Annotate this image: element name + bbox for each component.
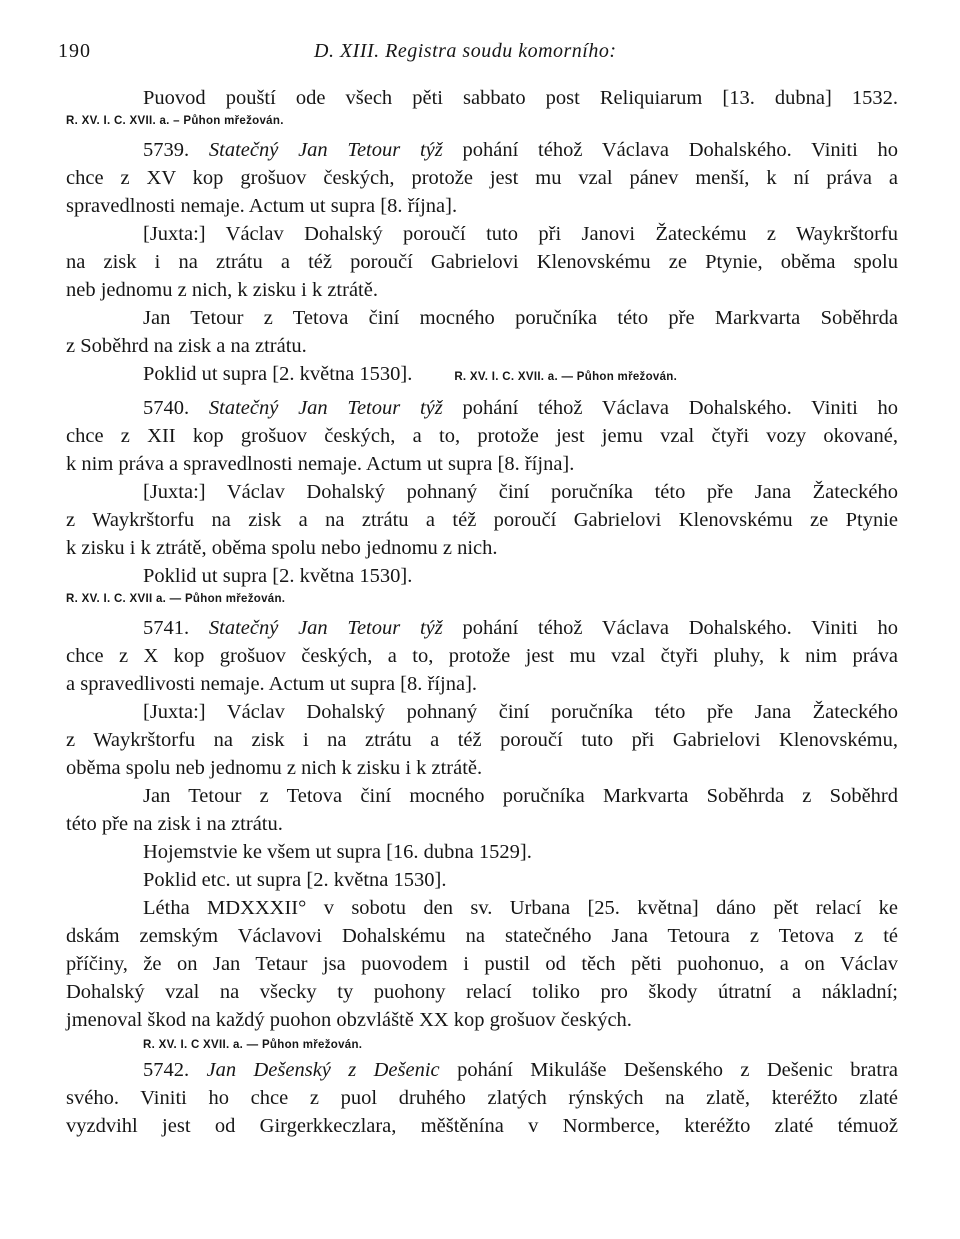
entry-party: Statečný Jan Tetour týž xyxy=(208,397,443,419)
entry-number: 5742. xyxy=(143,1059,190,1081)
text-line: jmenoval škod na každý puohon obzvláště XX kop grošuov českých. xyxy=(66,1009,632,1031)
text-line: chce z XV kop grošuov českých, protože jest mu vzal pánev menší, k ní práva a xyxy=(66,167,898,189)
entry-5741-first-line xyxy=(66,614,898,642)
text-line: k zisku i k ztrátě, oběma spolu nebo jednomu z nich. xyxy=(66,537,498,559)
entry-number: 5739. xyxy=(143,139,190,161)
text-line: Létha MDXXXII° v sobotu den sv. Urbana [25. května] dáno pět relací ke xyxy=(143,897,898,919)
text-line: svého. Viniti ho chce z puol druhého zlatých rýnských na zlatě, kteréžto zlaté xyxy=(66,1087,898,1109)
text-line: Hojemstvie ke všem ut supra [16. dubna 1529]. xyxy=(143,841,532,863)
entry-5740-first-line xyxy=(66,394,898,422)
text-segment: pohání téhož Václava Dohalského. Viniti ho xyxy=(462,617,899,639)
text-line: vyzdvihl jest od Girgerkkeczlara, měštěnína v Normberce, kteréžto zlaté témuož xyxy=(66,1115,898,1137)
text-body xyxy=(66,84,898,1140)
source-note: R. XV. I. C XVII. a. — Půhon mřežován. xyxy=(143,1039,363,1051)
text-line: [Juxta:] Václav Dohalský pohnaný činí poručníka této pře Jana Žateckého xyxy=(143,481,898,503)
entry-party: Statečný Jan Tetour týž xyxy=(208,617,443,639)
entry-number: 5740. xyxy=(143,397,190,419)
text-line: chce z XII kop grošuov českých, a to, protože jest jemu vzal čtyři vozy okované, xyxy=(66,425,898,447)
entry-number: 5741. xyxy=(143,617,190,639)
text-line: z Waykrštorfu na zisk i na ztrátu a též poroučí tuto při Gabrielovi Klenovskému, xyxy=(66,729,898,751)
entry-party: Jan Dešenský z Dešenic xyxy=(206,1059,440,1081)
text-line: této pře na zisk i na ztrátu. xyxy=(66,813,283,835)
text-line: [Juxta:] Václav Dohalský pohnaný činí poručníka této pře Jana Žateckého xyxy=(143,701,898,723)
entry-5742-first-line xyxy=(66,1056,898,1084)
text-segment: pohání téhož Václava Dohalského. Viniti ho xyxy=(462,397,899,419)
text-line: Jan Tetour z Tetova činí mocného poručníka této pře Markvarta Soběhrda xyxy=(143,307,898,329)
text-line-with-source xyxy=(66,360,898,388)
text-segment: pohání Mikuláše Dešenského z Dešenic bratra xyxy=(457,1059,899,1081)
text-line: oběma spolu neb jednomu z nich k zisku i k ztrátě. xyxy=(66,757,483,779)
text-line: na zisk i na ztrátu a též poroučí Gabrielovi Klenovskému ze Ptynie, oběma spolu xyxy=(66,251,898,273)
text-line: k nim práva a spravedlnosti nemaje. Actum ut supra [8. října]. xyxy=(66,453,575,475)
text-line: Poklid ut supra [2. května 1530]. xyxy=(143,565,413,587)
text-line: příčiny, že on Jan Tetaur jsa puovodem i pustil od těch pěti puohonuo, a on Václav xyxy=(66,953,898,975)
text-line: neb jednomu z nich, k zisku i k ztrátě. xyxy=(66,279,378,301)
running-head xyxy=(58,40,904,70)
page-number: 190 xyxy=(58,40,91,62)
text-line: z Waykrštorfu na zisk a na ztrátu a též poroučí Gabrielovi Klenovskému ze Ptynie xyxy=(66,509,898,531)
text-line: dskám zemským Václavovi Dohalskému na statečného Jana Tetoura z Tetova z té xyxy=(66,925,898,947)
text-line: spravedlnosti nemaje. Actum ut supra [8. října]. xyxy=(66,195,458,217)
text-line: Poklid etc. ut supra [2. května 1530]. xyxy=(143,869,447,891)
text-segment: Poklid ut supra [2. května 1530]. xyxy=(143,363,413,385)
source-note: R. XV. I. C. XVII. a. – Půhon mřežován. xyxy=(66,115,284,127)
text-line: [Juxta:] Václav Dohalský poroučí tuto při Janovi Žateckému z Waykrštorfu xyxy=(143,223,898,245)
text-line: a spravedlivosti nemaje. Actum ut supra [8. října]. xyxy=(66,673,478,695)
text-line: Jan Tetour z Tetova činí mocného poručníka Markvarta Soběhrda z Soběhrd xyxy=(143,785,898,807)
entry-party: Statečný Jan Tetour týž xyxy=(208,139,443,161)
source-note: R. XV. I. C. XVII a. — Půhon mřežován. xyxy=(66,593,286,605)
entry-5739-first-line xyxy=(66,136,898,164)
text-line: Puovod pouští ode všech pěti sabbato post Reliquiarum [13. dubna] 1532. xyxy=(143,87,898,109)
text-segment: pohání téhož Václava Dohalského. Viniti ho xyxy=(462,139,899,161)
text-line: z Soběhrd na zisk a na ztrátu. xyxy=(66,335,307,357)
text-line: Dohalský vzal na všecky ty puohony relací toliko pro škody útratní a nákladní; xyxy=(66,981,898,1003)
text-line: chce z X kop grošuov českých, a to, protože jest mu vzal čtyři pluhy, k nim práva xyxy=(66,645,898,667)
running-title: D. XIII. Registra soudu komorního: xyxy=(314,40,617,62)
source-note: R. XV. I. C. XVII. a. — Půhon mřežován. xyxy=(454,371,678,383)
